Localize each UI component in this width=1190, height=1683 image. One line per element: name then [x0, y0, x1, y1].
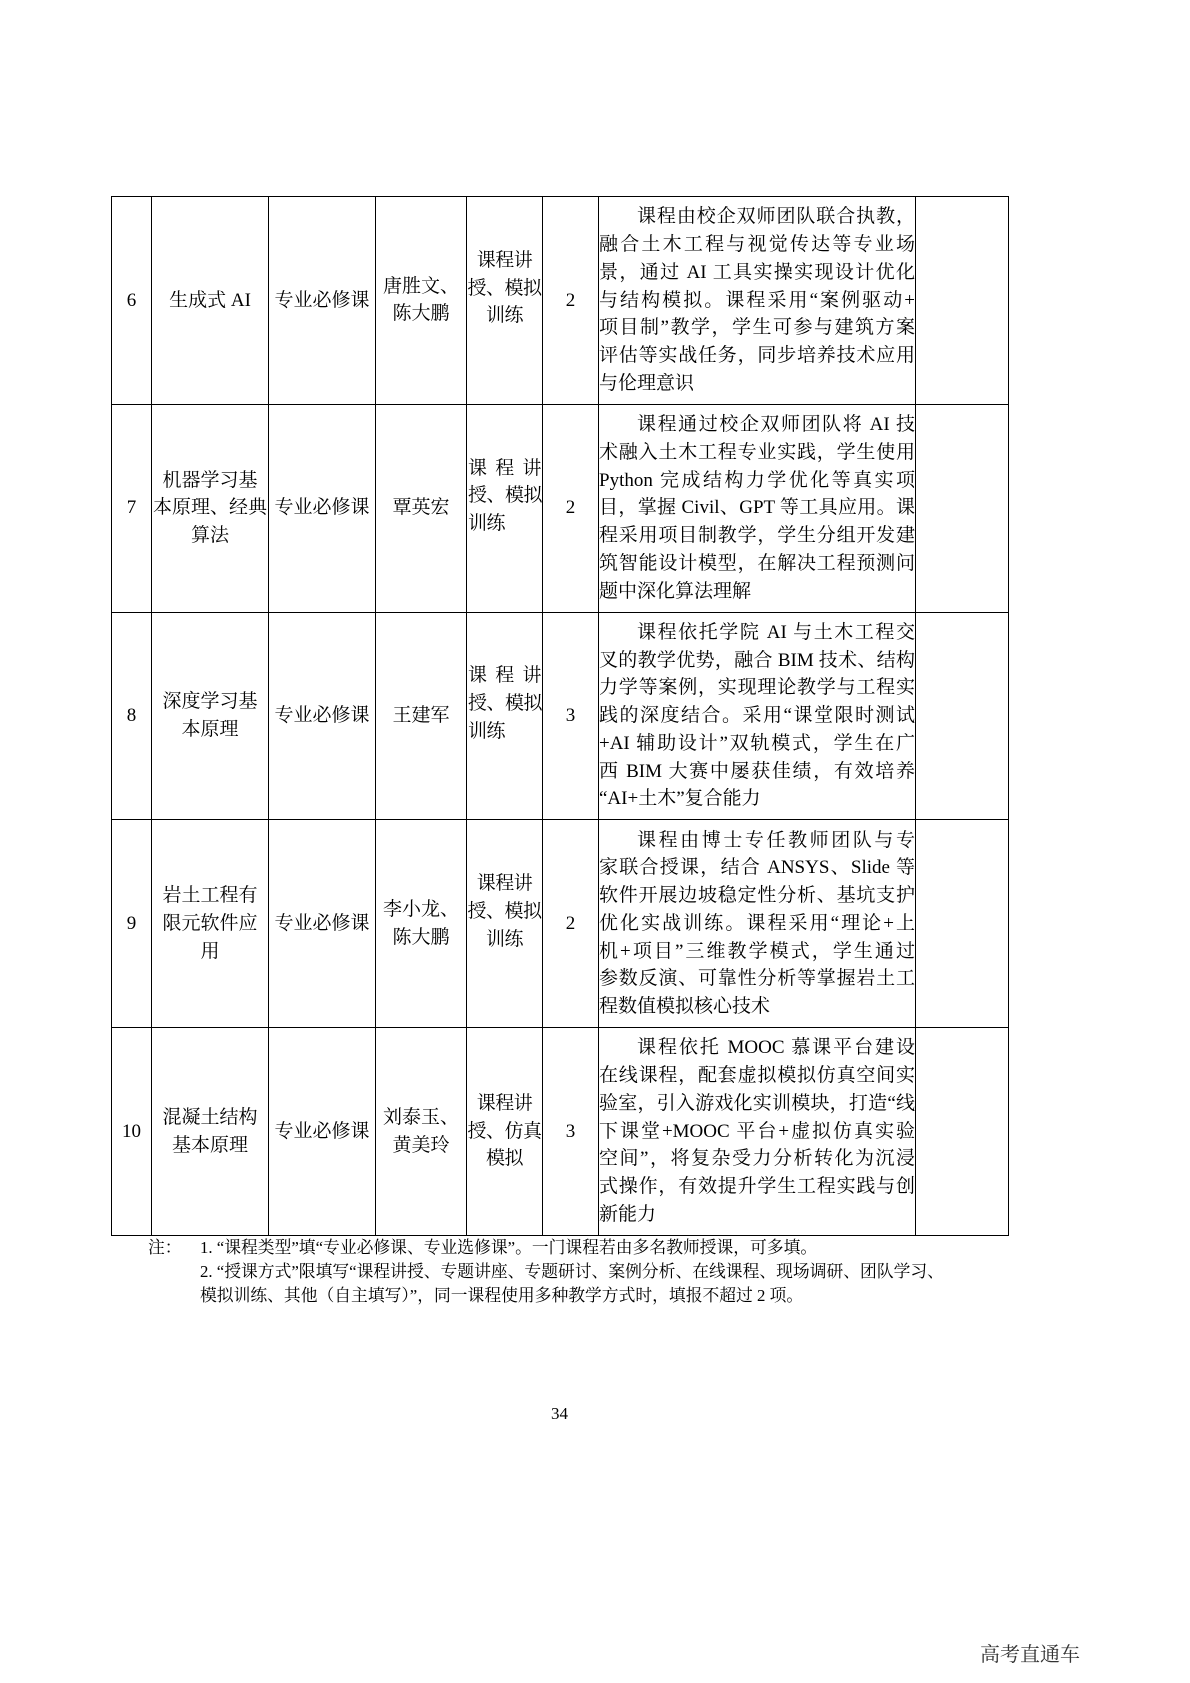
course-description-line: 课程依托 MOOC 慕课平台建设	[637, 1037, 915, 1059]
course-name-line: 基本原理	[171, 1134, 248, 1156]
course-description-line: 课程依托学院 AI 与土木工程交	[637, 621, 915, 643]
watermark-text: 高考直通车	[980, 1644, 1080, 1666]
teacher-name-line: 陈大鹏	[392, 303, 450, 325]
course-description-line: 西 BIM 大赛中屡获佳绩，有效培养	[599, 760, 915, 782]
course-description-line: 机+项目”三维教学模式，学生通过	[599, 940, 915, 962]
teaching-method-line: 课程讲	[468, 665, 541, 687]
remarks-cell	[916, 404, 1009, 612]
course-table	[111, 196, 1009, 1236]
teaching-method-line: 课程讲	[476, 1092, 533, 1114]
course-description-line: 软件开展边坡稳定性分析、基坑支护	[599, 885, 915, 907]
teacher-name-line: 唐胜文、	[382, 275, 459, 297]
course-name-line: 限元软件应	[162, 912, 258, 934]
course-number: 10	[122, 1120, 141, 1142]
course-type: 专业必修课	[274, 705, 370, 727]
course-description-line: 筑智能设计模型，在解决工程预测问	[599, 552, 915, 574]
teaching-method-line: 授、模拟	[468, 485, 543, 507]
table-notes	[0, 1236, 1190, 1308]
credits: 2	[565, 912, 576, 934]
course-type-cell	[269, 820, 376, 1028]
credits-cell	[543, 820, 599, 1028]
course-description-cell	[599, 197, 916, 405]
course-name-line: 岩土工程有	[162, 885, 258, 907]
course-name-line: 算法	[190, 525, 229, 547]
course-description-line: 目，掌握 Civil、GPT 等工具应用。课	[599, 497, 915, 519]
teaching-method-line: 课程讲	[476, 249, 533, 271]
teaching-method-cell	[467, 404, 543, 612]
remarks-cell	[916, 612, 1009, 820]
teacher-name-line: 王建军	[392, 705, 450, 727]
teaching-method-line: 授、模拟	[468, 693, 543, 715]
course-number-cell	[112, 197, 152, 405]
note-item-1: 1. “课程类型”填“专业必修课、专业选修课”。一门课程若由多名教师授课，可多填。	[200, 1238, 818, 1257]
credits-cell	[543, 197, 599, 405]
course-description-line: 课程通过校企双师团队将 AI 技	[637, 413, 915, 435]
course-row	[112, 612, 1009, 820]
course-name-cell	[152, 1028, 269, 1236]
teaching-method-line: 训练	[468, 513, 506, 535]
course-name-line: 深度学习基	[162, 691, 258, 713]
course-name-line: 机器学习基	[162, 469, 258, 491]
course-description-line: 式操作，有效提升学生工程实践与创	[599, 1176, 915, 1198]
course-number-cell	[112, 612, 152, 820]
course-number-cell	[112, 404, 152, 612]
course-number: 8	[126, 705, 137, 727]
teaching-method-cell	[467, 612, 543, 820]
note-item-2: 2. “授课方式”限填写“课程讲授、专题讲座、专题研讨、案例分析、在线课程、现场调研、团队学习、	[200, 1262, 944, 1281]
course-description-line: 家联合授课，结合 ANSYS、Slide 等	[599, 857, 915, 879]
course-description-line: 验室，引入游戏化实训模块，打造“线	[599, 1092, 915, 1114]
note-item-2-continued: 模拟训练、其他（自主填写）”，同一课程使用多种教学方式时，填报不超过 2 项。	[200, 1286, 804, 1305]
course-description-line: 空间”，将复杂受力分析转化为沉浸	[599, 1148, 915, 1170]
course-description-line: 新能力	[599, 1204, 657, 1226]
course-description-line: 景，通过 AI 工具实操实现设计优化	[599, 261, 915, 283]
course-name-cell	[152, 820, 269, 1028]
course-description-line: 程数值模拟核心技术	[599, 996, 771, 1018]
credits-cell	[543, 612, 599, 820]
teaching-method-line: 授、模拟	[467, 900, 542, 922]
course-description-line: 融合土木工程与视觉传达等专业场	[599, 233, 915, 255]
course-type: 专业必修课	[274, 912, 370, 934]
course-name-line: 用	[200, 940, 220, 962]
course-type-cell	[269, 404, 376, 612]
teaching-method-line: 训练	[485, 928, 523, 950]
course-number: 7	[126, 497, 137, 519]
course-row	[112, 197, 1009, 405]
course-description-cell	[599, 1028, 916, 1236]
teaching-method-cell	[467, 820, 543, 1028]
course-type-cell	[269, 197, 376, 405]
course-description-line: 程采用项目制教学，学生分组开发建	[599, 525, 915, 547]
teaching-method-cell	[467, 197, 543, 405]
course-number-cell	[112, 1028, 152, 1236]
teaching-method-line: 模拟	[485, 1148, 523, 1170]
course-number-cell	[112, 820, 152, 1028]
course-number: 9	[126, 912, 137, 934]
teacher-name-line: 李小龙、	[382, 898, 459, 920]
credits: 2	[565, 289, 576, 311]
credits-cell	[543, 1028, 599, 1236]
teaching-method-line: 授、模拟	[467, 277, 542, 299]
course-number: 6	[126, 289, 137, 311]
course-description-line: 评估等实战任务，同步培养技术应用	[599, 345, 915, 367]
credits: 3	[565, 705, 576, 727]
course-description-line: 力学等案例，实现理论教学与工程实	[599, 677, 915, 699]
teacher-name-line: 刘泰玉、	[382, 1106, 459, 1128]
course-name-cell	[152, 197, 269, 405]
course-description-line: 践的深度结合。采用“课堂限时测试	[599, 705, 915, 727]
course-description-line: 下课堂+MOOC 平台+虚拟仿真实验	[599, 1120, 915, 1142]
teacher-name-line: 陈大鹏	[392, 926, 450, 948]
course-type-cell	[269, 1028, 376, 1236]
teacher-cell	[376, 820, 467, 1028]
course-description-line: 参数反演、可靠性分析等掌握岩土工	[599, 968, 915, 990]
teacher-cell	[376, 1028, 467, 1236]
course-description-cell	[599, 612, 916, 820]
course-name-line: 混凝土结构	[162, 1106, 258, 1128]
course-description-line: 课程由校企双师团队联合执教，	[637, 206, 915, 228]
course-row	[112, 404, 1009, 612]
course-description-line: Python 完成结构力学优化等真实项	[599, 469, 915, 491]
course-type: 专业必修课	[274, 497, 370, 519]
course-description-line: 优化实战训练。课程采用“理论+上	[599, 912, 915, 934]
course-description-line: “AI+土木”复合能力	[599, 788, 761, 810]
remarks-cell	[916, 197, 1009, 405]
teacher-cell	[376, 612, 467, 820]
teaching-method-line: 课程讲	[468, 457, 541, 479]
teaching-method-line: 授、仿真	[467, 1120, 542, 1142]
remarks-cell	[916, 820, 1009, 1028]
course-name-cell	[152, 404, 269, 612]
credits-cell	[543, 404, 599, 612]
teacher-cell	[376, 404, 467, 612]
notes-label: 注：	[148, 1238, 182, 1257]
course-description-line: +AI 辅助设计”双轨模式，学生在广	[599, 732, 915, 754]
credits: 3	[565, 1120, 576, 1142]
course-description-line: 术融入土木工程专业实践，学生使用	[599, 441, 915, 463]
teaching-method-line: 训练	[485, 305, 523, 327]
course-description-line: 项目制”教学，学生可参与建筑方案	[599, 317, 915, 339]
course-name-line: 生成式 AI	[169, 289, 251, 311]
remarks-cell	[916, 1028, 1009, 1236]
course-description-line: 叉的教学优势，融合 BIM 技术、结构	[599, 649, 915, 671]
course-description-cell	[599, 404, 916, 612]
teacher-name-line: 黄美玲	[392, 1134, 450, 1156]
course-name-cell	[152, 612, 269, 820]
course-type-cell	[269, 612, 376, 820]
course-type: 专业必修课	[274, 289, 370, 311]
course-row	[112, 1028, 1009, 1236]
course-name-line: 本原理、经典	[152, 497, 267, 519]
course-description-line: 与结构模拟。课程采用“案例驱动+	[599, 289, 915, 311]
credits: 2	[565, 497, 576, 519]
teacher-cell	[376, 197, 467, 405]
page-number: 34	[551, 1404, 568, 1423]
teaching-method-cell	[467, 1028, 543, 1236]
course-name-line: 本原理	[181, 718, 239, 740]
course-description-line: 在线课程，配套虚拟模拟仿真空间实	[599, 1065, 915, 1087]
course-description-line: 题中深化算法理解	[599, 580, 752, 602]
course-description-line: 与伦理意识	[599, 372, 695, 394]
teaching-method-line: 训练	[468, 720, 506, 742]
teaching-method-line: 课程讲	[476, 873, 533, 895]
course-row	[112, 820, 1009, 1028]
teacher-name-line: 覃英宏	[392, 497, 450, 519]
course-description-line: 课程由博士专任教师团队与专	[637, 829, 915, 851]
course-description-cell	[599, 820, 916, 1028]
course-type: 专业必修课	[274, 1120, 370, 1142]
